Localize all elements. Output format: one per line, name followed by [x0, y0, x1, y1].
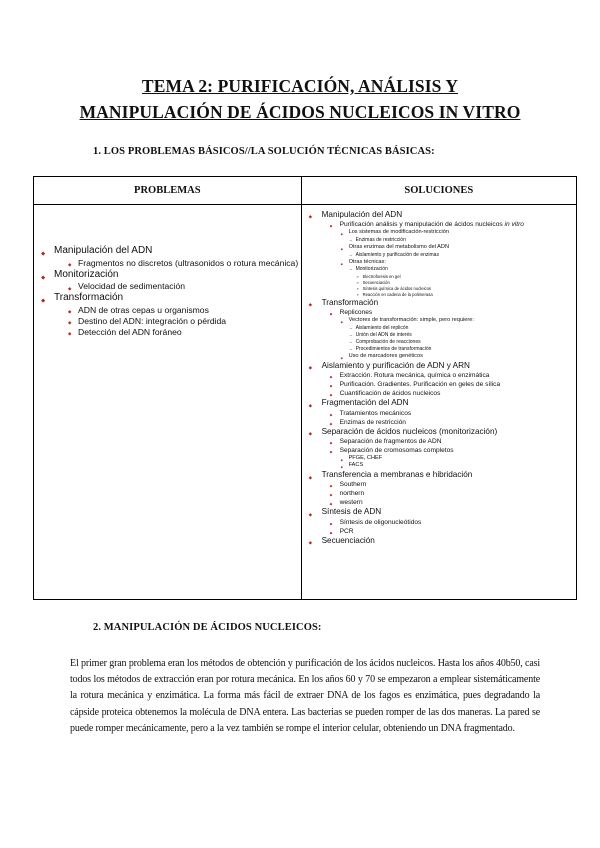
- solution-detail: western: [339, 499, 363, 507]
- title-line-2: MANIPULACIÓN DE ÁCIDOS NUCLEICOS IN VITRO: [79, 102, 521, 122]
- solution-detail: Purificación. Gradientes. Purificación en geles de sílica: [339, 381, 501, 389]
- solution-label: Secuenciación: [321, 535, 375, 545]
- list-item: [308, 427, 576, 470]
- problems-cell: [34, 205, 302, 600]
- list-item: [40, 245, 301, 269]
- list-item: [66, 305, 301, 316]
- problem-detail: Detección del ADN foráneo: [78, 326, 182, 337]
- problem-label: Monitorización: [54, 268, 119, 280]
- list-item: [340, 353, 576, 361]
- list-item: [66, 316, 301, 327]
- list-item: [328, 498, 576, 507]
- list-item: [328, 220, 576, 297]
- solution-label: Transferencia a membranas e hibridación: [321, 470, 473, 480]
- list-item: [308, 470, 576, 507]
- solution-detail: Procedimientos de transformación: [355, 346, 432, 353]
- solution-detail: Secuenciación: [362, 279, 390, 285]
- list-item: [328, 409, 576, 418]
- list-item: [328, 489, 576, 498]
- solution-detail: Aislamiento del replicón: [355, 324, 409, 331]
- list-item: [328, 527, 576, 536]
- list-item: [66, 281, 301, 292]
- solution-detail: PFGE, CHEF: [348, 454, 383, 461]
- list-item: [308, 298, 576, 361]
- list-item: [308, 536, 576, 546]
- problem-detail: ADN de otras cepas u organismos: [78, 304, 209, 315]
- list-item: [328, 446, 576, 470]
- problem-detail: Velocidad de sedimentación: [78, 281, 186, 291]
- solution-detail-em: in vitro: [504, 221, 524, 229]
- solution-detail: Enzimas de restricción: [355, 236, 406, 243]
- problem-label: Transformación: [54, 292, 124, 303]
- solution-detail: Otras técnicas:: [348, 258, 386, 265]
- list-item: [340, 259, 576, 298]
- list-item: [328, 380, 576, 389]
- problem-label: Manipulación del ADN: [54, 245, 153, 256]
- solution-detail: Monitorización: [355, 266, 388, 273]
- list-item: [66, 327, 301, 338]
- list-item: [308, 398, 576, 426]
- list-item: [340, 462, 576, 470]
- solution-detail: Unión del ADN de interés: [355, 331, 412, 338]
- solution-detail: Aislamiento y purificación de enzimas: [355, 251, 439, 258]
- problems-list: [40, 245, 301, 338]
- solution-detail: Los sistemas de modificación-restricción: [348, 229, 449, 236]
- list-item: [340, 317, 576, 353]
- section-heading-2: 2. MANIPULACIÓN DE ÁCIDOS NUCLEICOS:: [93, 622, 322, 633]
- list-item: [340, 229, 576, 244]
- list-item: [349, 252, 576, 259]
- solution-detail: Síntesis química de ácidos nucleicos: [362, 285, 432, 291]
- solution-detail: Purificación análisis y manipulación de ácidos nucleicos: [339, 221, 503, 229]
- list-item: [349, 339, 576, 346]
- solution-detail: Extracción. Rotura mecánica, química o enzimática: [339, 372, 490, 380]
- list-item: [308, 507, 576, 535]
- list-item: [328, 308, 576, 361]
- solution-label: Fragmentación del ADN: [321, 398, 409, 408]
- solution-detail: Enzimas de restricción: [339, 418, 406, 426]
- list-item: [328, 518, 576, 527]
- solution-detail: Replicones: [339, 308, 373, 316]
- solutions-list: [308, 210, 576, 546]
- list-item: [40, 269, 301, 293]
- list-item: [328, 437, 576, 446]
- list-item: [66, 258, 301, 269]
- list-item: [349, 325, 576, 332]
- list-item: [328, 389, 576, 398]
- solution-detail: Síntesis de oligonucleótidos: [339, 518, 422, 526]
- list-item: [308, 210, 576, 298]
- solution-detail: Otras enzimas del metabolismo del ADN: [348, 244, 449, 251]
- list-item: [340, 455, 576, 463]
- solution-label: Manipulación del ADN: [321, 210, 403, 219]
- list-item: [349, 346, 576, 353]
- solution-detail: Southern: [339, 481, 367, 489]
- solutions-cell: [301, 205, 576, 600]
- header-solutions: SOLUCIONES: [301, 177, 576, 205]
- list-item: [349, 237, 576, 244]
- problem-detail: Destino del ADN: integración o pérdida: [78, 315, 227, 326]
- solution-detail: Vectores de transformación: simple, pero requiere:: [348, 316, 474, 323]
- solution-detail: Comprobación de reacciones: [355, 338, 421, 345]
- list-item: [349, 332, 576, 339]
- solution-detail: Cuantificación de ácidos nucleicos: [339, 390, 441, 398]
- list-item: [349, 266, 576, 297]
- solution-detail: Separación de fragmentos de ADN: [339, 437, 442, 445]
- list-item: [40, 292, 301, 338]
- solution-detail: Separación de cromosomas completos: [339, 446, 454, 454]
- title-line-1: TEMA 2: PURIFICACIÓN, ANÁLISIS Y: [141, 76, 459, 96]
- list-item: [328, 418, 576, 427]
- section-heading-1: 1. LOS PROBLEMAS BÁSICOS//LA SOLUCIÓN TÉCNICAS BÁSICAS:: [93, 146, 435, 157]
- solution-label: Separación de ácidos nucleicos (monitorización): [321, 426, 498, 436]
- solution-detail: FACS: [348, 462, 364, 469]
- solution-detail: Uso de marcadores genéticos: [348, 353, 423, 360]
- solution-label: Aislamiento y purificación de ADN y ARN: [321, 360, 470, 370]
- list-item: [340, 244, 576, 259]
- solution-detail: PCR: [339, 527, 354, 535]
- list-item: [328, 480, 576, 489]
- header-problems: PROBLEMAS: [34, 177, 302, 205]
- list-item: [328, 371, 576, 380]
- solution-detail: northern: [339, 490, 365, 498]
- solution-label: Transformación: [321, 297, 379, 307]
- solution-detail: Electroforesis en gel: [362, 273, 401, 279]
- problems-solutions-table: [33, 176, 577, 600]
- solution-label: Síntesis de ADN: [321, 507, 382, 517]
- solution-detail: Tratamientos mecánicos: [339, 409, 412, 417]
- problem-detail: Fragmentos no discretos (ultrasonidos o rotura mecánica): [78, 257, 299, 268]
- solution-detail: Reacción en cadena de la polimerasa: [362, 291, 433, 297]
- body-paragraph: El primer gran problema eran los métodos de obtención y purificación de los ácidos nucleicos. Hasta los años 40b50, casi todos los métodos de extracción eran por rotura mecánica. En los años 60 y 70 se empezaron a emplear sistemáticamente la rotura mecánica y enzimática. La forma más fácil de extraer DNA de los fagos es enzimática, pues degradando la cápside proteica obtenemos la molécula de DNA entera. Las bacterias se pueden romper de las dos maneras. La pared se puede romper mecánicamente, pero a la vez también se rompe el interior celular, obteniendo un DNA fragmentado.: [70, 658, 540, 734]
- list-item: [308, 361, 576, 398]
